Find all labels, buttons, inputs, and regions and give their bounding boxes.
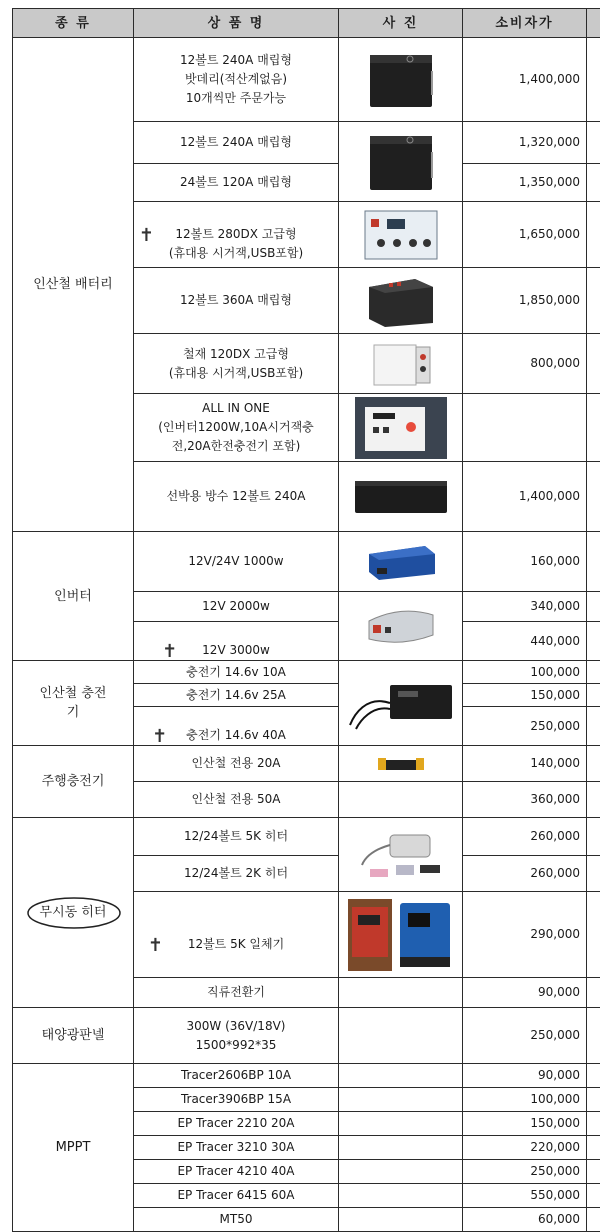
product-price: 340,000 — [463, 592, 587, 622]
battery-image — [363, 273, 439, 329]
product-name-cell — [134, 707, 339, 746]
product-name: EP Tracer 6415 60A — [134, 1184, 339, 1208]
category-inverter: 인버터 — [13, 532, 134, 661]
product-price: 90,000 — [463, 1064, 587, 1088]
photo-all-in-one — [339, 394, 463, 462]
product-name: EP Tracer 2210 20A — [134, 1112, 339, 1136]
photo-charger — [339, 661, 463, 746]
table-row — [13, 818, 600, 856]
product-name: 300W (36V/18V) 1500*992*35 — [134, 1008, 339, 1064]
product-name-cell — [134, 892, 339, 978]
product-name: 인산철 전용 50A — [134, 782, 339, 818]
product-name-cell — [134, 622, 339, 661]
battery-image — [366, 337, 436, 391]
product-name: 12볼트 280DX 고급형 (휴대용 시거잭,USB포함) — [169, 227, 303, 260]
battery-image — [366, 130, 436, 194]
product-price: 250,000 — [463, 707, 587, 746]
product-price: 100,000 — [463, 661, 587, 684]
all-in-one-image — [355, 397, 447, 459]
product-name: 직류전환기 — [134, 978, 339, 1008]
photo-steel-battery — [339, 334, 463, 394]
product-price: 290,000 — [463, 892, 587, 978]
product-name: 철재 120DX 고급형 (휴대용 시거잭,USB포함) — [134, 334, 339, 394]
product-price: 260,000 — [463, 818, 587, 856]
handwritten-mark: ✝ — [152, 728, 167, 746]
category-heater: 무시동 히터 — [40, 905, 107, 920]
photo-inverter-3000 — [339, 592, 463, 661]
photo-inverter-1000 — [339, 532, 463, 592]
photo-heater — [339, 818, 463, 892]
handwritten-mark: ✝ — [139, 227, 154, 245]
product-price: 360,000 — [463, 782, 587, 818]
product-price — [463, 394, 587, 462]
product-price: 60,000 — [463, 1208, 587, 1232]
product-name: 24볼트 120A 매립형 — [134, 164, 339, 202]
photo-battery-box-2 — [339, 122, 463, 202]
category-lfp-charger: 인산철 충전기 — [13, 661, 134, 746]
product-price: 260,000 — [463, 856, 587, 892]
product-price: 800,000 — [463, 334, 587, 394]
product-price: 250,000 — [463, 1008, 587, 1064]
photo-battery-box — [339, 38, 463, 122]
product-price: 1,400,000 — [463, 38, 587, 122]
inverter-image — [363, 540, 439, 584]
product-name: Tracer3906BP 15A — [134, 1088, 339, 1112]
product-price: 140,000 — [463, 746, 587, 782]
category-heater-cell — [13, 818, 134, 1008]
handwritten-mark: ✝ — [148, 937, 163, 955]
photo-battery-360 — [339, 268, 463, 334]
product-price: 1,350,000 — [463, 164, 587, 202]
product-name: 12V 3000w — [202, 643, 270, 657]
product-price: 1,650,000 — [463, 202, 587, 268]
product-price: 160,000 — [463, 532, 587, 592]
charger-image — [346, 675, 456, 731]
product-price: 150,000 — [463, 1112, 587, 1136]
header-category: 종 류 — [13, 9, 134, 38]
header-photo: 사 진 — [339, 9, 463, 38]
table-row — [13, 661, 600, 684]
battery-image — [366, 49, 436, 111]
category-mppt: MPPT — [13, 1064, 134, 1232]
product-price: 100,000 — [463, 1088, 587, 1112]
header-row — [13, 9, 600, 38]
category-lfp-battery: 인산철 배터리 — [13, 38, 134, 532]
product-name: EP Tracer 4210 40A — [134, 1160, 339, 1184]
product-price: 550,000 — [463, 1184, 587, 1208]
photo-battery-panel — [339, 202, 463, 268]
photo-marine-battery — [339, 462, 463, 532]
product-price: 150,000 — [463, 684, 587, 707]
table-row — [13, 1064, 600, 1088]
table-row — [13, 38, 600, 122]
product-name: 충전기 14.6v 25A — [134, 684, 339, 707]
product-name: 충전기 14.6v 40A — [186, 728, 286, 742]
product-name: ALL IN ONE (인버터1200W,10A시거잭충 전,20A한전충전기 포함) — [134, 394, 339, 462]
product-price: 1,400,000 — [463, 462, 587, 532]
table-row — [13, 1008, 600, 1064]
photo-dc-charger — [339, 746, 463, 782]
product-name: 충전기 14.6v 10A — [134, 661, 339, 684]
marine-battery-image — [353, 477, 449, 517]
heater-image — [356, 825, 446, 885]
product-name: 12/24볼트 2K 히터 — [134, 856, 339, 892]
battery-panel-image — [361, 207, 441, 263]
hand-drawn-circle — [24, 893, 124, 933]
product-name: Tracer2606BP 10A — [134, 1064, 339, 1088]
product-name: 12V/24V 1000w — [134, 532, 339, 592]
product-name: 인산철 전용 20A — [134, 746, 339, 782]
header-price: 소비자가 — [463, 9, 587, 38]
photo-heater-unit — [339, 892, 463, 978]
product-price: 1,320,000 — [463, 122, 587, 164]
category-driving-charger: 주행충전기 — [13, 746, 134, 818]
product-name: 선박용 방수 12볼트 240A — [134, 462, 339, 532]
product-price: 220,000 — [463, 1136, 587, 1160]
product-name: 12볼트 360A 매립형 — [134, 268, 339, 334]
product-name: 12V 2000w — [134, 592, 339, 622]
product-price: 250,000 — [463, 1160, 587, 1184]
header-product: 상 품 명 — [134, 9, 339, 38]
product-name: 12볼트 5K 일체기 — [188, 937, 284, 951]
table-row — [13, 746, 600, 782]
heater-unit-image — [346, 895, 456, 975]
product-price: 440,000 — [463, 622, 587, 661]
inverter-image — [361, 601, 441, 651]
product-name: 12볼트 240A 매립형 밧데리(적산계없음) 10개씩만 주문가능 — [134, 38, 339, 122]
category-solar-panel: 태양광판넬 — [13, 1008, 134, 1064]
header-extra — [587, 9, 600, 38]
handwritten-mark: ✝ — [162, 643, 177, 661]
table-row — [13, 532, 600, 592]
product-price: 90,000 — [463, 978, 587, 1008]
dc-charger-image — [376, 752, 426, 776]
product-name: 12/24볼트 5K 히터 — [134, 818, 339, 856]
product-price: 1,850,000 — [463, 268, 587, 334]
product-name: MT50 — [134, 1208, 339, 1232]
product-name: 12볼트 240A 매립형 — [134, 122, 339, 164]
product-name: EP Tracer 3210 30A — [134, 1136, 339, 1160]
price-table — [12, 8, 600, 1232]
product-name-cell — [134, 202, 339, 268]
